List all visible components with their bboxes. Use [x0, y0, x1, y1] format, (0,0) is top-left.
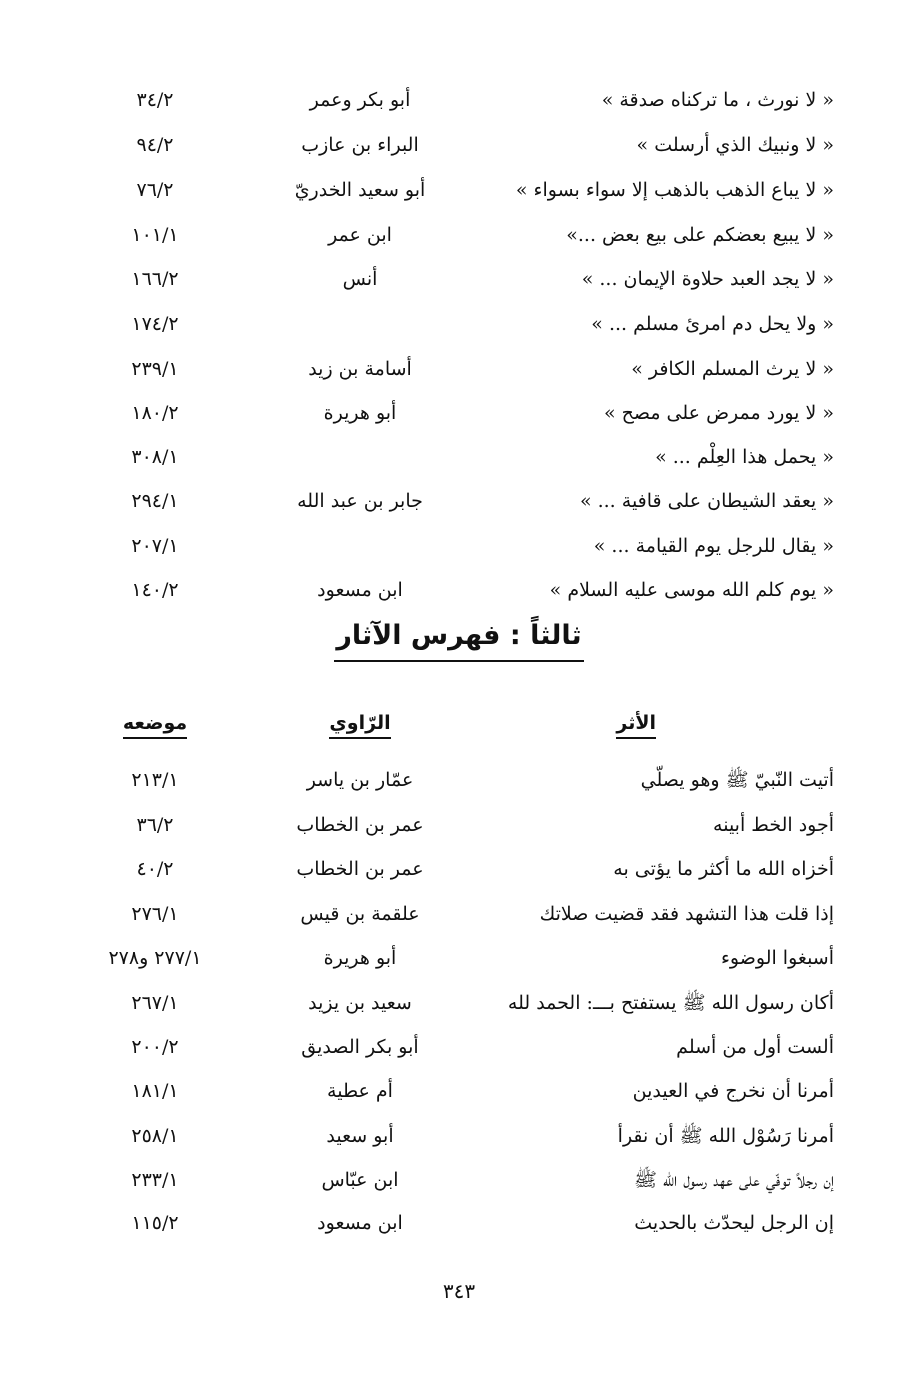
hadith-row	[0, 215, 918, 255]
hadith-location: ١٤٠/٢	[131, 579, 179, 601]
athar-row	[0, 849, 918, 889]
athar-location: ٢١٣/١	[131, 769, 179, 791]
hadith-location: ١٦٦/٢	[131, 268, 179, 290]
hadith-narrator: أبو سعيد الخدريّ	[294, 179, 426, 201]
hadith-location: ٢٩٤/١	[131, 490, 179, 512]
hadith-narrator: أسامة بن زيد	[308, 358, 412, 380]
hadith-narrator: ابن مسعود	[317, 579, 403, 601]
hadith-row	[0, 304, 918, 344]
athar-text: أتيت النّبيّ ﷺ وهو يصلّي	[640, 769, 834, 791]
athar-narrator: سعيد بن يزيد	[308, 992, 412, 1014]
hadith-text: « لا يرث المسلم الكافر »	[631, 358, 834, 380]
athar-narrator: علقمة بن قيس	[300, 903, 420, 925]
athar-text: إن رجلاً توفّي على عهد رسول الله ﷺ	[633, 1169, 834, 1191]
hadith-text: « لا يورد ممرض على مصح »	[603, 402, 834, 424]
hadith-text: « ولا يحل دم امرئ مسلم ... »	[591, 313, 834, 335]
athar-row	[0, 1116, 918, 1156]
athar-text: ألست أول من أسلم	[676, 1036, 834, 1058]
hadith-narrator: أبو هريرة	[323, 402, 397, 424]
athar-location: ٤٠/٢	[136, 858, 174, 880]
athar-row	[0, 805, 918, 845]
athar-row	[0, 983, 918, 1023]
hadith-location: ١٧٤/٢	[131, 313, 179, 335]
athar-narrator: ابن مسعود	[317, 1212, 403, 1234]
athar-narrator: عمر بن الخطاب	[296, 858, 424, 880]
hadith-text: « لا يبيع بعضكم على بيع بعض ...»	[566, 224, 834, 246]
athar-text: أمرنا أن نخرج في العيدين	[632, 1080, 834, 1102]
athar-row	[0, 760, 918, 800]
hadith-text: « يقال للرجل يوم القيامة ... »	[593, 535, 834, 557]
athar-text: أسبغوا الوضوء	[721, 947, 834, 969]
athar-location: ٢٧٧/١ و٢٧٨	[108, 947, 202, 969]
athar-location: ٢٠٠/٢	[131, 1036, 179, 1058]
hadith-row	[0, 349, 918, 389]
hadith-text: « يوم كلم الله موسى عليه السلام »	[549, 579, 834, 601]
header-athar	[616, 703, 656, 743]
hadith-row	[0, 170, 918, 210]
athar-narrator: أبو بكر الصديق	[301, 1036, 419, 1058]
hadith-narrator: أبو بكر وعمر	[309, 89, 411, 111]
hadith-row	[0, 570, 918, 610]
athar-text: إن الرجل ليحدّث بالحديث	[634, 1212, 834, 1234]
section-title	[0, 616, 918, 662]
athar-text: أكان رسول الله ﷺ يستفتح بـــ: الحمد لله	[507, 992, 834, 1014]
hadith-text: « يعقد الشيطان على قافية ... »	[579, 490, 834, 512]
header-athar-label: الأثر	[616, 712, 656, 739]
athar-location: ٢٦٧/١	[131, 992, 179, 1014]
hadith-location: ٣٤/٢	[136, 89, 174, 111]
athar-row	[0, 1071, 918, 1111]
hadith-narrator: ابن عمر	[328, 224, 392, 246]
athar-row	[0, 1160, 918, 1200]
header-location	[60, 703, 250, 743]
hadith-location: ٢٠٧/١	[131, 535, 179, 557]
hadith-text: « لا يجد العبد حلاوة الإيمان ... »	[581, 268, 834, 290]
athar-text: أجود الخط أبينه	[713, 814, 834, 836]
athar-location: ١١٥/٢	[131, 1212, 179, 1234]
hadith-text: « لا يباع الذهب بالذهب إلا سواء بسواء »	[515, 179, 834, 201]
table-header	[0, 703, 918, 743]
hadith-narrator: البراء بن عازب	[301, 134, 419, 156]
section-title-text: ثالثاً : فهرس الآثار	[334, 616, 583, 662]
hadith-text: « لا نورث ، ما تركناه صدقة »	[601, 89, 834, 111]
hadith-row	[0, 80, 918, 120]
athar-text: أمرنا رَسُوْل الله ﷺ أن نقرأ	[617, 1125, 834, 1147]
hadith-row	[0, 125, 918, 165]
hadith-row	[0, 526, 918, 566]
athar-row	[0, 1203, 918, 1243]
header-narrator	[250, 703, 470, 743]
athar-narrator: عمر بن الخطاب	[296, 814, 424, 836]
hadith-location: ١٠١/١	[131, 224, 179, 246]
athar-location: ٢٧٦/١	[131, 903, 179, 925]
header-location-label: موضعه	[123, 712, 187, 739]
athar-narrator: عمّار بن ياسر	[306, 769, 414, 791]
athar-narrator: ابن عبّاس	[321, 1169, 399, 1191]
hadith-text: « لا ونبيك الذي أرسلت »	[636, 134, 834, 156]
athar-narrator: أم عطية	[327, 1080, 393, 1102]
athar-location: ٣٦/٢	[136, 814, 174, 836]
hadith-narrator: جابر بن عبد الله	[297, 490, 423, 512]
hadith-location: ٩٤/٢	[136, 134, 174, 156]
athar-narrator: أبو هريرة	[323, 947, 397, 969]
athar-location: ١٨١/١	[131, 1080, 179, 1102]
athar-text: أخزاه الله ما أكثر ما يؤتى به	[613, 858, 834, 880]
hadith-location: ٣٠٨/١	[131, 446, 179, 468]
hadith-location: ٢٣٩/١	[131, 358, 179, 380]
hadith-location: ٧٦/٢	[136, 179, 174, 201]
hadith-location: ١٨٠/٢	[131, 402, 179, 424]
athar-location: ٢٣٣/١	[131, 1169, 179, 1191]
hadith-row	[0, 437, 918, 477]
hadith-row	[0, 481, 918, 521]
hadith-text: « يحمل هذا العِلْم ... »	[655, 446, 834, 468]
athar-text: إذا قلت هذا التشهد فقد قضيت صلاتك	[539, 903, 834, 925]
athar-row	[0, 894, 918, 934]
header-narrator-label: الرّاوي	[329, 712, 390, 739]
hadith-row	[0, 393, 918, 433]
athar-narrator: أبو سعيد	[326, 1125, 394, 1147]
athar-row	[0, 1027, 918, 1067]
athar-row	[0, 938, 918, 978]
hadith-narrator: أنس	[342, 268, 378, 290]
page-number: ٣٤٣	[442, 1279, 476, 1303]
hadith-row	[0, 259, 918, 299]
athar-location: ٢٥٨/١	[131, 1125, 179, 1147]
